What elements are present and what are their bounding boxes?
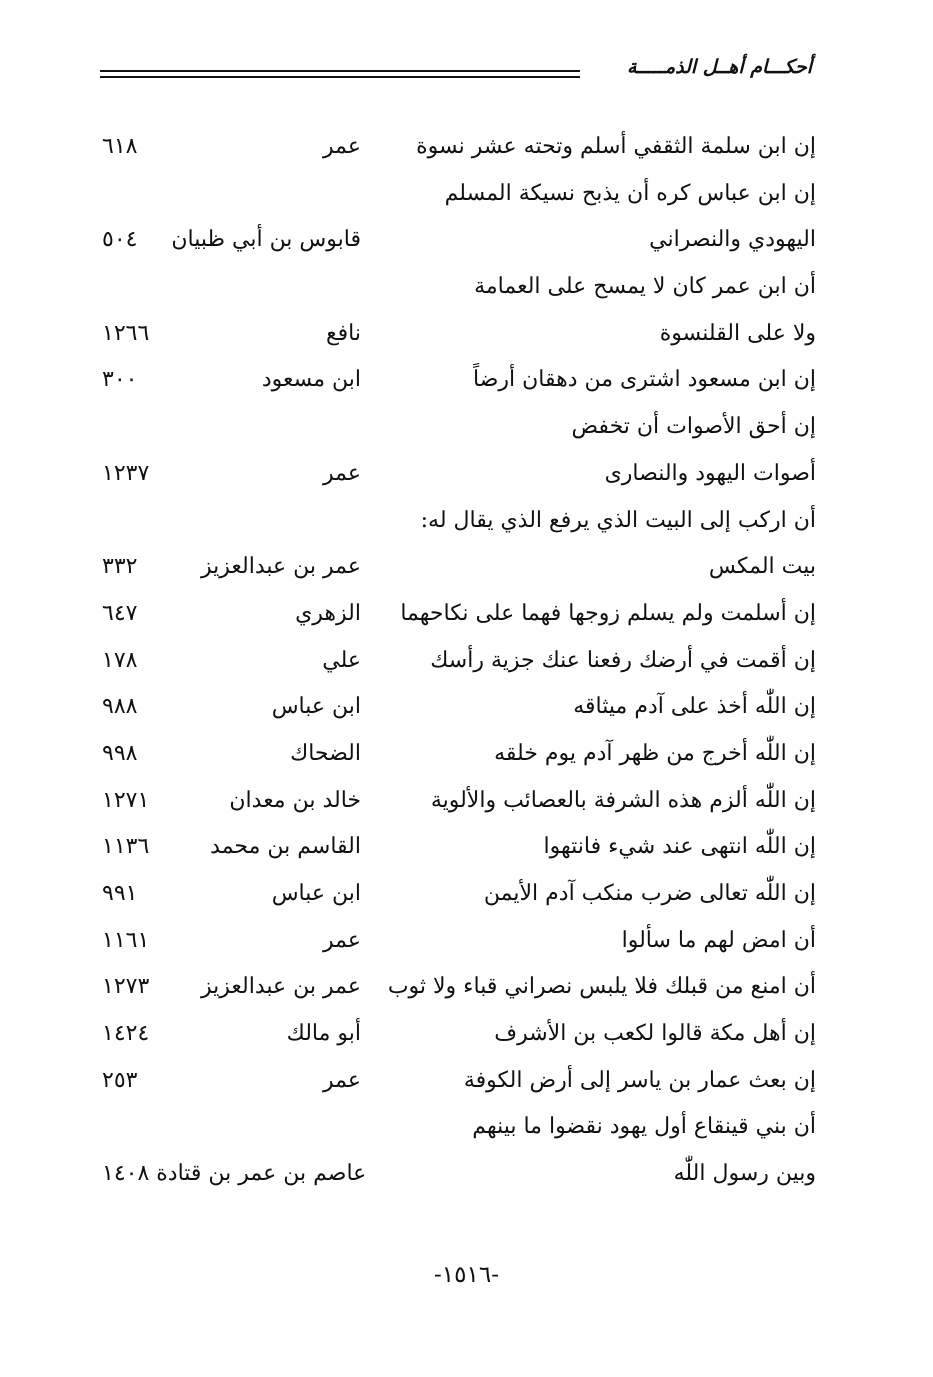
running-header	[100, 56, 812, 92]
entry-page: ١٤٢٤	[102, 1021, 150, 1047]
entry-page: ١٢٧٣	[102, 974, 150, 1000]
index-row	[96, 1015, 816, 1062]
index-row	[96, 408, 816, 455]
entry-narrator: عمر	[323, 460, 361, 486]
entry-page: ٣٣٢	[102, 554, 138, 580]
entry-narrator: عمر	[323, 134, 361, 159]
entry-narrator: علي	[322, 647, 361, 673]
entry-text: إن أسلمت ولم يسلم زوجها فهما على نكاحهما	[400, 600, 816, 626]
index-row	[96, 782, 816, 829]
index-row	[96, 735, 816, 782]
entry-text: إن اللّٰه أخذ على آدم ميثاقه	[573, 694, 816, 720]
entry-page: ١١٦١	[102, 927, 150, 953]
index-row	[96, 268, 816, 315]
entry-text: إن اللّٰه أخرج من ظهر آدم يوم خلقه	[494, 740, 816, 766]
entry-narrator: أبو مالك	[286, 1021, 361, 1047]
entry-page: ٣٠٠	[102, 367, 138, 393]
entry-text: اليهودي والنصراني	[649, 227, 816, 253]
entry-narrator: ابن عباس	[271, 694, 361, 720]
index-row	[96, 1062, 816, 1109]
entry-text: إن ابن سلمة الثقفي أسلم وتحته عشر نسوة	[416, 134, 816, 159]
entry-page: ١٢٦٦	[102, 320, 150, 346]
entry-text: أن اركب إلى البيت الذي يرفع الذي يقال له:	[420, 507, 816, 533]
header-title: أحكـــام أهــل الذمـــــة	[626, 56, 812, 78]
index-row	[96, 502, 816, 549]
entry-page: ١٧٨	[102, 647, 138, 673]
entry-text: وبين رسول اللّٰه	[673, 1161, 816, 1187]
index-row	[96, 642, 816, 689]
entry-page: ٢٥٣	[102, 1067, 138, 1093]
entry-text: إن بعث عمار بن ياسر إلى أرض الكوفة	[463, 1067, 816, 1093]
entry-page: ٩٨٨	[102, 694, 138, 720]
entry-text: أن امنع من قبلك فلا يلبس نصراني قباء ولا ثوب	[387, 974, 816, 1000]
entry-text: أصوات اليهود والنصارى	[604, 460, 816, 486]
entry-page: ٩٩٨	[102, 740, 138, 766]
index-row	[96, 315, 816, 362]
index-row	[96, 1108, 816, 1155]
entry-text: إن ابن عباس كره أن يذبح نسيكة المسلم	[444, 180, 816, 206]
index-row	[96, 1155, 816, 1202]
entry-narrator: الضحاك	[290, 740, 361, 766]
entry-narrator-page: عاصم بن عمر بن قتادة ١٤٠٨	[102, 1161, 367, 1187]
entry-text: أن امض لهم ما سألوا	[621, 927, 816, 953]
entry-text: أن ابن عمر كان لا يمسح على العمامة	[474, 274, 816, 300]
entry-page: ٦٤٧	[102, 600, 138, 626]
index-row	[96, 875, 816, 922]
entry-page: ١٢٧١	[102, 787, 150, 813]
entry-text: إن اللّٰه انتهى عند شيء فانتهوا	[543, 834, 816, 860]
entry-narrator: عمر	[323, 927, 361, 953]
entry-text: إن أقمت في أرضك رفعنا عنك جزية رأسك	[430, 647, 816, 673]
entry-text: ولا على القلنسوة	[659, 320, 816, 346]
entry-page: ١١٣٦	[102, 834, 150, 860]
entry-text: إن اللّٰه ألزم هذه الشرفة بالعصائب والألوية	[430, 787, 816, 813]
entry-narrator: نافع	[325, 320, 361, 346]
index-row	[96, 128, 816, 175]
entry-narrator: عمر بن عبدالعزيز	[201, 554, 361, 580]
index-row	[96, 595, 816, 642]
entry-page: ٩٩١	[102, 881, 138, 906]
entry-narrator: القاسم بن محمد	[210, 834, 361, 860]
index-row	[96, 361, 816, 408]
header-rule	[100, 76, 580, 78]
index-row	[96, 455, 816, 502]
index-row	[96, 968, 816, 1015]
index-row	[96, 175, 816, 222]
entry-narrator: قابوس بن أبي ظبيان	[171, 227, 361, 253]
entry-text: إن أحق الأصوات أن تخفض	[571, 414, 816, 440]
entry-text: أن بني قينقاع أول يهود نقضوا ما بينهم	[472, 1114, 816, 1140]
entry-page: ٥٠٤	[102, 227, 138, 253]
entry-narrator: الزهري	[295, 600, 361, 626]
entry-narrator: عمر بن عبدالعزيز	[201, 974, 361, 1000]
entry-text: إن ابن مسعود اشترى من دهقان أرضاً	[473, 367, 816, 393]
entry-page: ٦١٨	[102, 134, 138, 159]
entry-narrator: عمر	[323, 1067, 361, 1093]
entry-text: إن أهل مكة قالوا لكعب بن الأشرف	[494, 1021, 816, 1047]
index-row	[96, 922, 816, 969]
index-list	[96, 128, 816, 1202]
index-row	[96, 548, 816, 595]
entry-narrator: خالد بن معدان	[229, 787, 361, 813]
entry-page: ١٢٣٧	[102, 460, 150, 486]
entry-narrator: ابن عباس	[271, 881, 361, 906]
entry-text: بيت المكس	[708, 554, 816, 580]
entry-text: إن اللّٰه تعالى ضرب منكب آدم الأيمن	[483, 881, 816, 906]
entry-narrator: ابن مسعود	[261, 367, 361, 393]
index-row	[96, 688, 816, 735]
page-number: -١٥١٦-	[434, 1262, 499, 1288]
index-row	[96, 828, 816, 875]
index-row	[96, 221, 816, 268]
header-rule	[100, 70, 580, 72]
